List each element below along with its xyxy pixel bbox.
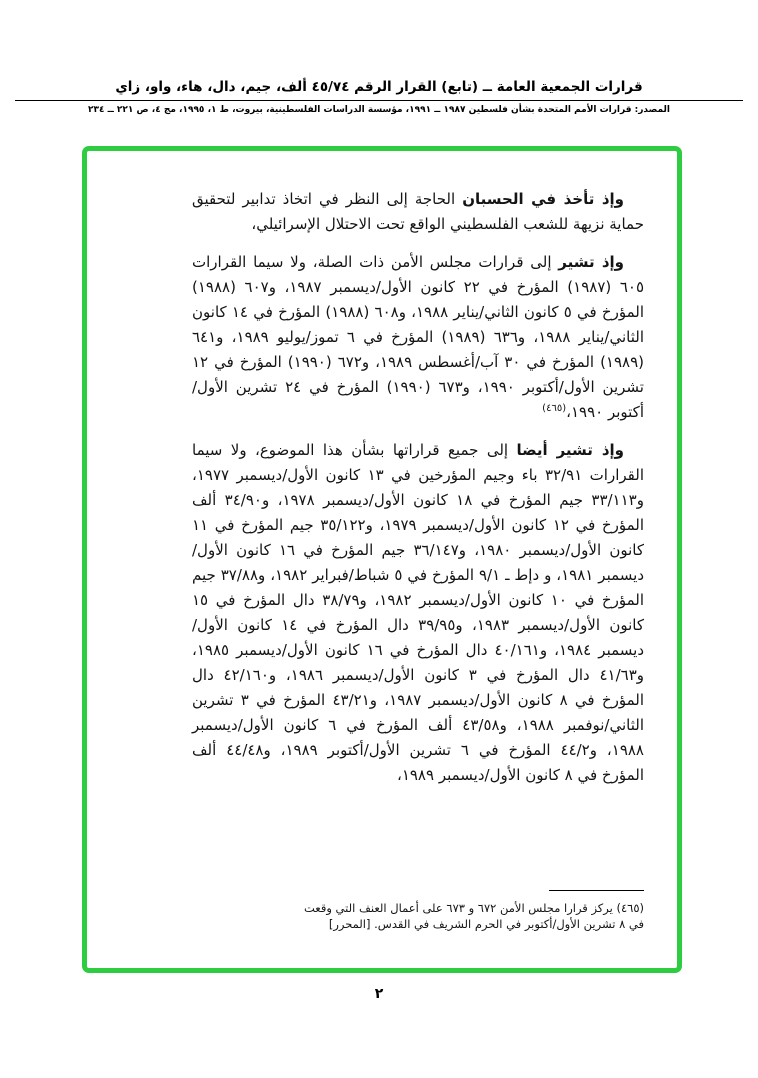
paragraph-lead: وإذ تأخذ في الحسبان (462, 190, 625, 208)
footnote-separator (549, 890, 644, 891)
footnote-block (192, 890, 644, 932)
paragraph-lead: وإذ تشير أيضا (516, 441, 624, 459)
header-divider (15, 100, 743, 101)
source-line: المصدر: قرارات الأمم المتحدة بشأن فلسطين ١٩٨٧ ــ ١٩٩١، مؤسسة الدراسات الفلسطينية، بيروت، ط ١، ١٩٩٥، مج ٤، ص ٢٢١ ــ ٢٣٤ (88, 105, 670, 115)
paragraph-recalling-security-council (192, 250, 644, 425)
paragraph-taking-into-account (192, 187, 644, 237)
page-number: ٢ (374, 986, 384, 1002)
paragraph-text: إلى قرارات مجلس الأمن ذات الصلة، ولا سيما القرارات ٦٠٥ (١٩٨٧) المؤرخ في ٢٢ كانون الأول/ديسمبر ١٩٨٧، و٦٠٧ (١٩٨٨) المؤرخ في ٥ كانون الثاني/يناير ١٩٨٨، و٦٠٨ (١٩٨٨) المؤرخ في ١٤ كانون الثاني/يناير ١٩٨٨، و٦٣٦ (١٩٨٩) المؤرخ في ٦ تموز/يوليو ١٩٨٩، و٦٤١ (١٩٨٩) المؤرخ في ٣٠ آب/أغسطس ١٩٨٩، و٦٧٢ (١٩٩٠) المؤرخ في ١٢ تشرين الأول/أكتوبر ١٩٩٠، و٦٧٣ (١٩٩٠) المؤرخ في ٢٤ تشرين الأول/أكتوبر ١٩٩٠، (192, 253, 645, 421)
page-header-title: قرارات الجمعية العامة ــ (تابع) القرار الرقم ٤٥/٧٤ ألف، جيم، دال، هاء، واو، زاي (115, 79, 643, 95)
paragraph-recalling-also-resolutions (192, 438, 644, 788)
document-body (192, 187, 644, 801)
footnote-reference-mark: (٤٦٥) (542, 403, 567, 414)
footnote-text: (٤٦٥) يركز قرارا مجلس الأمن ٦٧٢ و ٦٧٣ على أعمال العنف التي وقعت في ٨ تشرين الأول/أكتوبر في الحرم الشريف في القدس. [المحرر] (304, 901, 644, 931)
paragraph-lead: وإذ تشير (558, 253, 624, 271)
green-frame-border (82, 146, 682, 973)
paragraph-text: الحاجة إلى النظر في اتخاذ تدابير لتحقيق حماية نزيهة للشعب الفلسطيني الواقع تحت الاحتلال الإسرائيلي، (192, 190, 644, 233)
paragraph-text: إلى جميع قراراتها بشأن هذا الموضوع، ولا سيما القرارات ٣٢/٩١ باء وجيم المؤرخين في ١٣ كانون الأول/ديسمبر ١٩٧٧، و٣٣/١١٣ جيم المؤرخ في ١٨ كانون الأول/ديسمبر ١٩٧٨، و٣٤/٩٠ ألف المؤرخ في ١٢ كانون الأول/ديسمبر ١٩٧٩، و٣٥/١٢٢ جيم المؤرخ في ١١ كانون الأول/ديسمبر ١٩٨٠، و٣٦/١٤٧ جيم المؤرخ في ١٦ كانون الأول/ديسمبر ١٩٨١، و دإط ـ ٩/١ المؤرخ في ٥ شباط/فبراير ١٩٨٢، و٣٧/٨٨ جيم المؤرخ في ١٠ كانون الأول/ديسمبر ١٩٨٢، و٣٨/٧٩ دال المؤرخ في ١٥ كانون الأول/ديسمبر ١٩٨٣، و٣٩/٩٥ دال المؤرخ في ١٤ كانون الأول/ديسمبر ١٩٨٤، و٤٠/١٦١ دال المؤرخ في ١٦ كانون الأول/ديسمبر ١٩٨٥، و٤١/٦٣ دال المؤرخ في ٣ كانون الأول/ديسمبر ١٩٨٦، و٤٢/١٦٠ دال المؤرخ في ٨ كانون الأول/ديسمبر ١٩٨٧، و٤٣/٢١ المؤرخ في ٣ تشرين الثاني/نوفمبر ١٩٨٨، و٤٣/٥٨ ألف المؤرخ في ٦ كانون الأول/ديسمبر ١٩٨٨، و٤٤/٢ المؤرخ في ٦ تشرين الأول/أكتوبر ١٩٨٩، و٤٤/٤٨ ألف المؤرخ في ٨ كانون الأول/ديسمبر ١٩٨٩، (192, 441, 645, 784)
